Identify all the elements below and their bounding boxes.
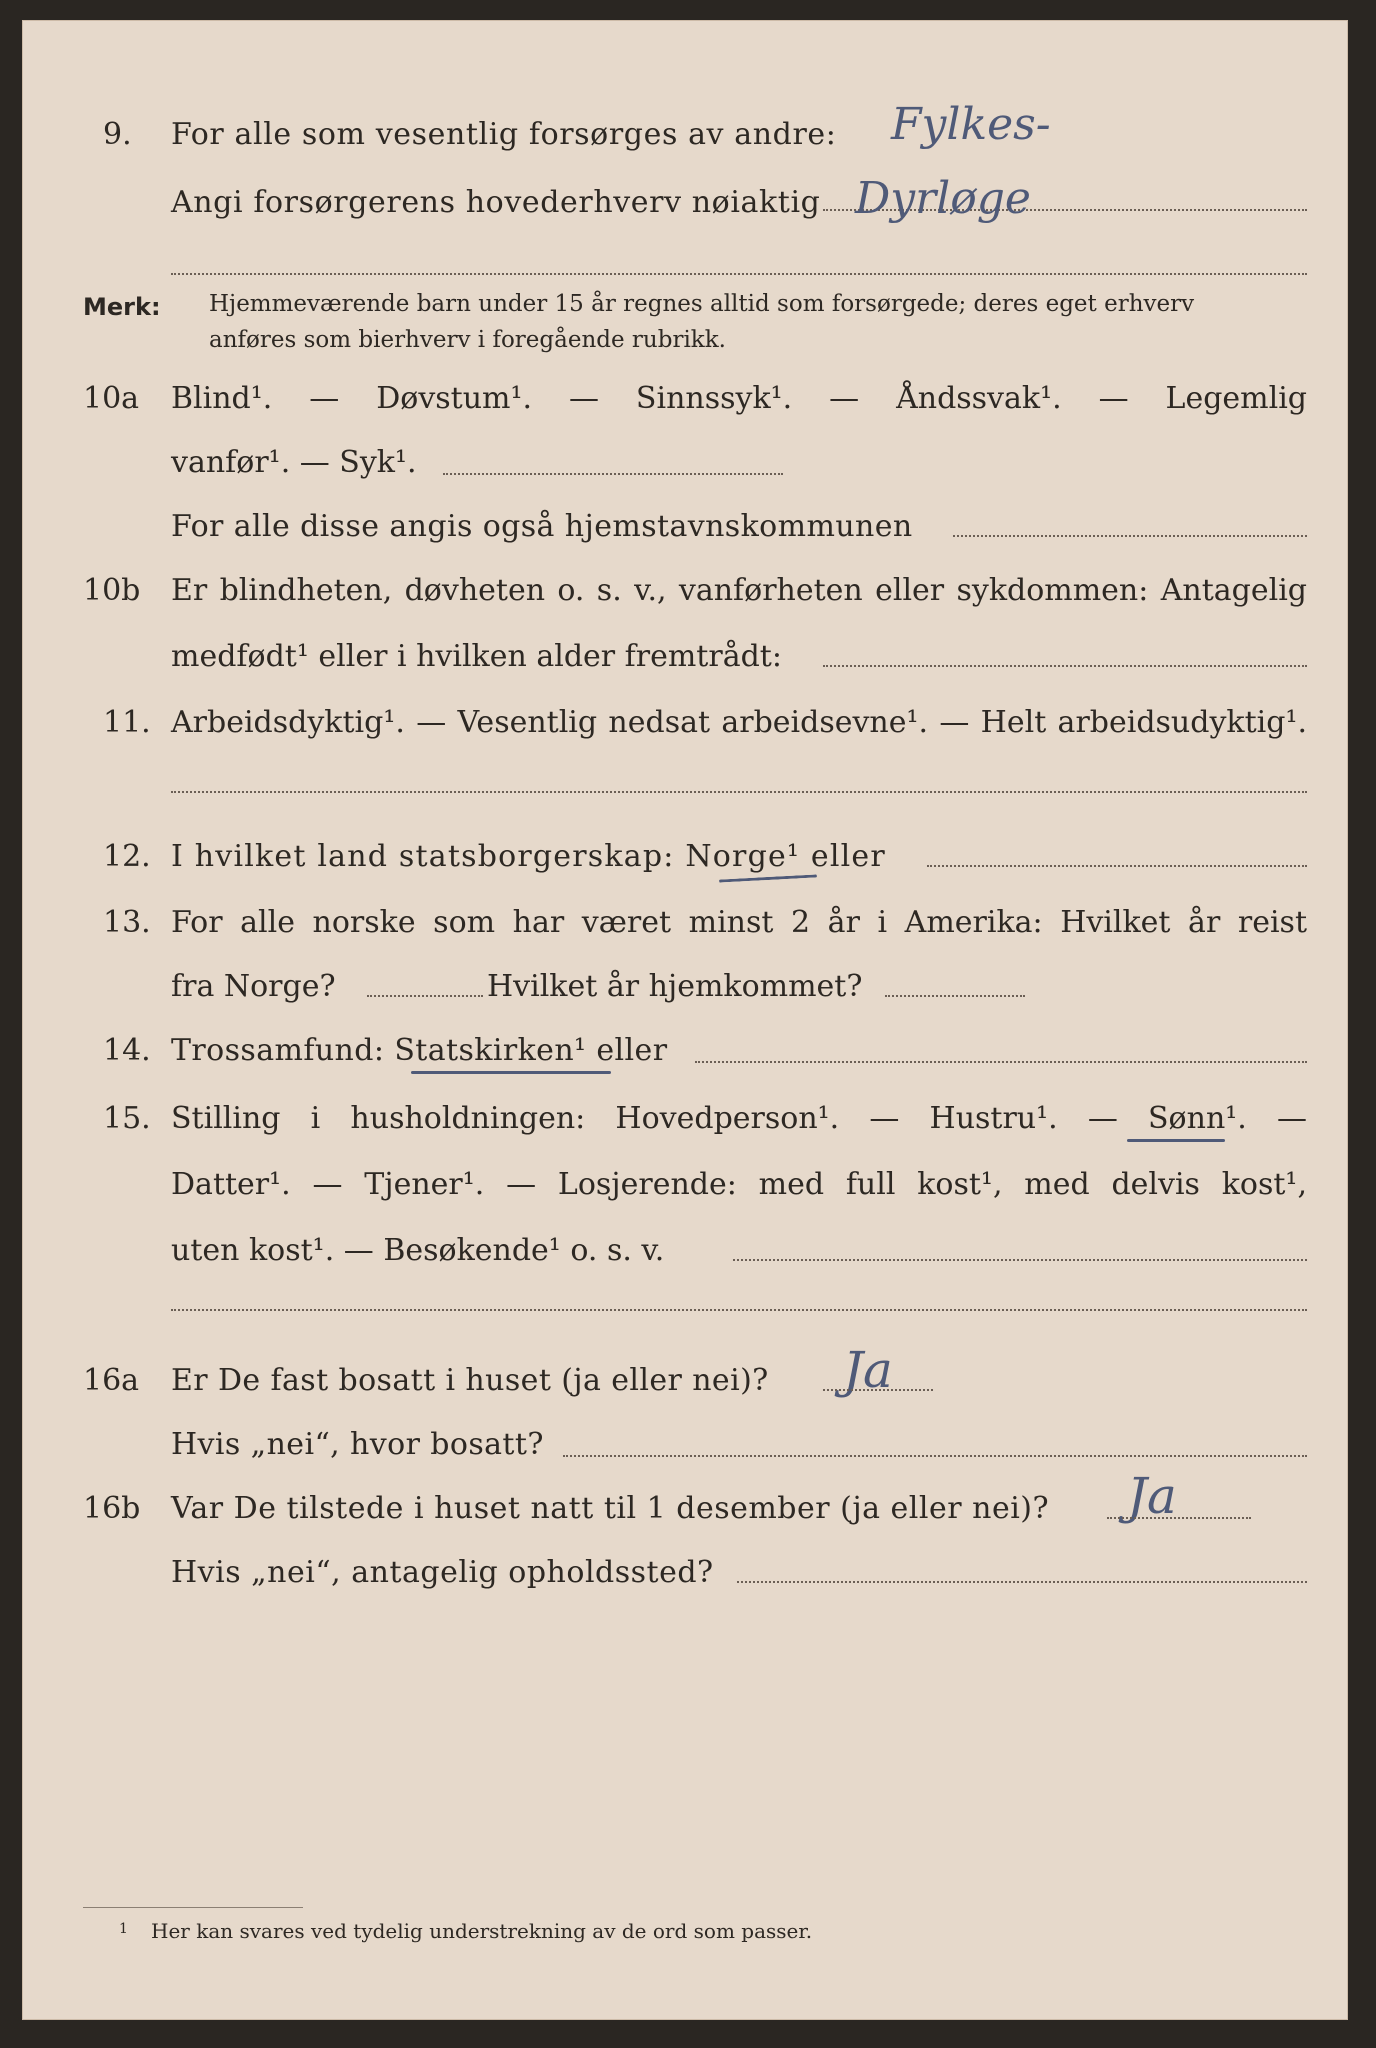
q9-extra-line — [171, 273, 1307, 275]
q9-handwritten-2: Dyrløge — [855, 173, 1031, 224]
q10b-number: 10b — [83, 573, 141, 608]
q14-statskirken-underline — [411, 1071, 611, 1074]
q16b-stay-line — [737, 1581, 1307, 1583]
q16a-handwritten: Ja — [843, 1341, 893, 1399]
q12-answer-line — [927, 865, 1307, 867]
q15-number: 15. — [103, 1101, 151, 1136]
q16b-line1: Var De tilstede i huset natt til 1 desember (ja eller nei)? — [171, 1491, 1050, 1526]
q10a-answer-line — [443, 473, 783, 475]
footnote-mark: 1 — [119, 1921, 128, 1937]
q15-extra-line — [171, 1309, 1307, 1311]
q10b-answer-line — [823, 665, 1307, 667]
merk-label: Merk: — [83, 293, 161, 321]
q15-line1: Stilling i husholdningen: Hovedperson¹. — Hustru¹. — Sønn¹. — — [171, 1101, 1307, 1136]
q15-line3: uten kost¹. — Besøkende¹ o. s. v. — [171, 1233, 665, 1268]
q12-number: 12. — [103, 839, 151, 874]
q12-line1: I hvilket land statsborgerskap: Norge¹ eller — [171, 839, 886, 874]
q13-return-line — [885, 995, 1025, 997]
q13-line2a: fra Norge? — [171, 969, 336, 1004]
q14-number: 14. — [103, 1033, 151, 1068]
q16a-residence-line — [563, 1455, 1307, 1457]
q14-line1: Trossamfund: Statskirken¹ eller — [171, 1033, 668, 1068]
q13-number: 13. — [103, 905, 151, 940]
q16a-line1: Er De fast bosatt i huset (ja eller nei)? — [171, 1363, 769, 1398]
q16b-answer-line — [1107, 1517, 1251, 1519]
q10a-line2: vanfør¹. — Syk¹. — [171, 445, 417, 480]
q12-norge-underline — [719, 874, 817, 882]
q10a-number: 10a — [83, 381, 140, 416]
q13-line1: For alle norske som har været minst 2 år i Amerika: Hvilket år reist — [171, 905, 1307, 940]
q9-line2: Angi forsørgerens hovederhverv nøiaktig — [171, 185, 821, 220]
footnote-text: Her kan svares ved tydelig understrekning av de ord som passer. — [151, 1919, 813, 1943]
q10b-line2: medfødt¹ eller i hvilken alder fremtrådt: — [171, 639, 782, 674]
q10a-municipality-line — [953, 535, 1307, 537]
q16a-answer-line — [823, 1389, 933, 1391]
q15-sonn-underline — [1127, 1139, 1225, 1142]
q16b-handwritten: Ja — [1127, 1467, 1177, 1525]
q14-answer-line — [695, 1061, 1307, 1063]
q15-line2: Datter¹. — Tjener¹. — Losjerende: med full kost¹, med delvis kost¹, — [171, 1167, 1307, 1202]
q9-number: 9. — [103, 117, 132, 152]
q15-answer-line — [733, 1259, 1307, 1261]
q10a-line3: For alle disse angis også hjemstavnskommunen — [171, 509, 913, 544]
q13-departure-line — [367, 995, 483, 997]
q10b-line1: Er blindheten, døvheten o. s. v., vanførheten eller sykdommen: Antagelig — [171, 573, 1307, 608]
q16a-line2: Hvis „nei“, hvor bosatt? — [171, 1427, 544, 1462]
q9-line1: For alle som vesentlig forsørges av andre: — [171, 117, 837, 152]
q16b-number: 16b — [83, 1491, 141, 1526]
q10a-line1: Blind¹. — Døvstum¹. — Sinnssyk¹. — Åndssvak¹. — Legemlig — [171, 381, 1307, 416]
footnote-separator — [83, 1907, 303, 1908]
q9-handwritten-1: Fylkes- — [891, 99, 1051, 150]
merk-line1: Hjemmeværende barn under 15 år regnes alltid som forsørgede; deres eget erhverv — [209, 291, 1195, 317]
q16b-line2: Hvis „nei“, antagelig opholdssted? — [171, 1555, 714, 1590]
q16a-number: 16a — [83, 1363, 140, 1398]
q11-answer-line — [171, 791, 1307, 793]
merk-line2: anføres som bierhverv i foregående rubrikk. — [209, 327, 726, 353]
q13-line2b: Hvilket år hjemkommet? — [487, 969, 863, 1004]
q11-line1: Arbeidsdyktig¹. — Vesentlig nedsat arbeidsevne¹. — Helt arbeidsudyktig¹. — [171, 705, 1307, 740]
q11-number: 11. — [103, 705, 151, 740]
census-form-page — [22, 20, 1348, 2020]
